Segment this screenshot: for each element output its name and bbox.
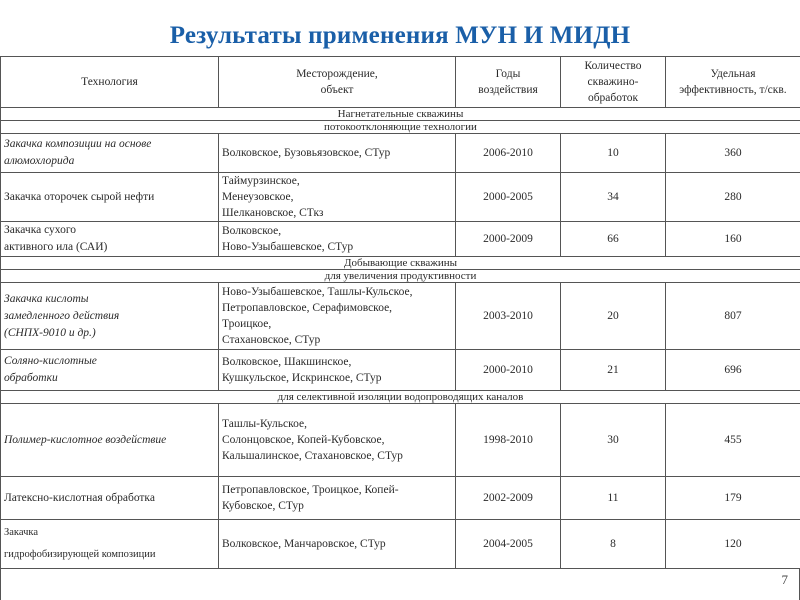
header-years-line: Годы [495, 68, 521, 80]
cell-text-line: Закачка сухого [4, 224, 77, 236]
header-count-line: обработок [587, 92, 639, 104]
technology-cell [1, 134, 219, 173]
years-cell: 2000-2009 [456, 222, 561, 257]
table-header-row [1, 57, 800, 108]
header-years-line: воздействия [478, 84, 538, 96]
table-row [1, 350, 800, 391]
count-cell: 10 [561, 134, 666, 173]
cell-text-line: Троицкое, [222, 318, 272, 330]
cell-text-line: Закачка композиции на основе [4, 138, 152, 150]
years-cell: 1998-2010 [456, 404, 561, 477]
header-field-line: Месторождение, [296, 68, 378, 80]
count-cell: 8 [561, 520, 666, 569]
page-number: 7 [781, 572, 788, 587]
cell-text-line: Стахановское, СТур [222, 334, 321, 346]
cell-text-line: замедленного действия [4, 309, 120, 322]
cell-text-line: Закачка кислоты [4, 292, 89, 305]
count-cell: 11 [561, 477, 666, 520]
technology-cell [1, 173, 219, 222]
efficiency-cell: 120 [666, 520, 800, 569]
cell-text-line: гидрофобизирующей композиции [4, 549, 156, 560]
header-field [219, 57, 456, 108]
cell-text-line: Менеузовское, [222, 191, 294, 203]
field-cell [219, 173, 456, 222]
cell-text-line: Волковское, Шакшинское, [222, 356, 352, 368]
header-efficiency [666, 57, 800, 108]
cell-text-line: Волковское, [222, 225, 282, 237]
cell-text-line: Шелкановское, СТкз [222, 207, 324, 219]
field-cell [219, 283, 456, 350]
section-row-injection-sub [1, 121, 800, 134]
efficiency-cell: 360 [666, 134, 800, 173]
table-row [1, 283, 800, 350]
years-cell: 2004-2005 [456, 520, 561, 569]
count-cell: 34 [561, 173, 666, 222]
cell-text-line: Ташлы-Кульское, [222, 418, 308, 430]
cell-text-line: Волковское, Манчаровское, СТур [222, 538, 386, 550]
field-cell [219, 520, 456, 569]
count-cell: 20 [561, 283, 666, 350]
cell-text-line: Закачка [4, 527, 38, 538]
cell-text-line: Латексно-кислотная обработка [4, 491, 155, 504]
technology-cell [1, 520, 219, 569]
cell-text-line: Солянo-кислотные [4, 355, 97, 367]
cell-text-line: Петропавловское, Троицкое, Копей- [222, 484, 399, 496]
table-row [1, 173, 800, 222]
header-efficiency-line: Удельная [710, 68, 756, 80]
efficiency-cell: 455 [666, 404, 800, 477]
field-cell [219, 134, 456, 173]
cell-text-line: Таймурзинское, [222, 175, 300, 187]
years-cell: 2000-2005 [456, 173, 561, 222]
efficiency-cell: 696 [666, 350, 800, 391]
header-efficiency-line: эффективность, т/скв. [679, 84, 787, 96]
cell-text-line: Солонцовское, Копей-Кубовское, [222, 434, 385, 446]
header-technology [1, 57, 219, 108]
section-row-injection [1, 108, 800, 121]
technology-cell [1, 477, 219, 520]
cell-text-line: обработки [4, 372, 58, 384]
section-row-production-sub [1, 270, 800, 283]
technology-cell [1, 222, 219, 257]
field-cell [219, 477, 456, 520]
table-row [1, 222, 800, 257]
field-cell [219, 350, 456, 391]
cell-text-line: алюмохлорида [4, 155, 75, 167]
section-subheading: для увеличения продуктивности [1, 270, 800, 283]
results-table [0, 56, 800, 569]
count-cell: 66 [561, 222, 666, 257]
header-count-line: скважино- [587, 76, 639, 88]
cell-text-line: Ново-Узыбашевское, СТур [222, 241, 354, 253]
years-cell: 2002-2009 [456, 477, 561, 520]
section-heading: Нагнетательные скважины [1, 108, 800, 121]
table-row [1, 134, 800, 173]
cell-text-line: Закачка оторочек сырой нефти [4, 190, 155, 203]
header-field-line: объект [320, 84, 354, 96]
header-technology-label: Технология [81, 76, 138, 88]
cell-text-line: Волковское, Бузовьязовское, СТур [222, 147, 391, 159]
count-cell: 30 [561, 404, 666, 477]
cell-text-line: Полимер-кислотное воздействие [4, 433, 167, 446]
efficiency-cell: 807 [666, 283, 800, 350]
technology-cell [1, 404, 219, 477]
cell-text-line: Ново-Узыбашевское, Ташлы-Кульское, [222, 286, 413, 298]
section-row-production [1, 257, 800, 270]
cell-text-line: Кубовское, СТур [222, 500, 304, 512]
table-footer-area [0, 569, 800, 600]
efficiency-cell: 280 [666, 173, 800, 222]
cell-text-line: (СНПХ-9010 и др.) [4, 326, 96, 339]
section-row-isolation-sub [1, 391, 800, 404]
header-count [561, 57, 666, 108]
cell-text-line: Петропавловское, Серафимовское, [222, 302, 393, 314]
technology-cell [1, 350, 219, 391]
slide-title: Результаты применения МУН И МИДН [169, 22, 631, 49]
years-cell: 2003-2010 [456, 283, 561, 350]
section-subheading: для селективной изоляции водопроводящих каналов [1, 391, 800, 404]
cell-text-line: Кальшалинское, Стахановское, СТур [222, 450, 403, 462]
header-years [456, 57, 561, 108]
section-subheading: потокоотклоняющие технологии [1, 121, 800, 134]
table-row [1, 477, 800, 520]
years-cell: 2000-2010 [456, 350, 561, 391]
header-count-line: Количество [584, 60, 642, 72]
technology-cell [1, 283, 219, 350]
count-cell: 21 [561, 350, 666, 391]
table-row [1, 520, 800, 569]
cell-text-line: активного ила (САИ) [4, 241, 108, 253]
table-row [1, 404, 800, 477]
years-cell: 2006-2010 [456, 134, 561, 173]
efficiency-cell: 160 [666, 222, 800, 257]
field-cell [219, 404, 456, 477]
cell-text-line: Кушкульское, Искринское, СТур [222, 372, 382, 384]
efficiency-cell: 179 [666, 477, 800, 520]
section-heading: Добывающие скважины [1, 257, 800, 270]
field-cell [219, 222, 456, 257]
